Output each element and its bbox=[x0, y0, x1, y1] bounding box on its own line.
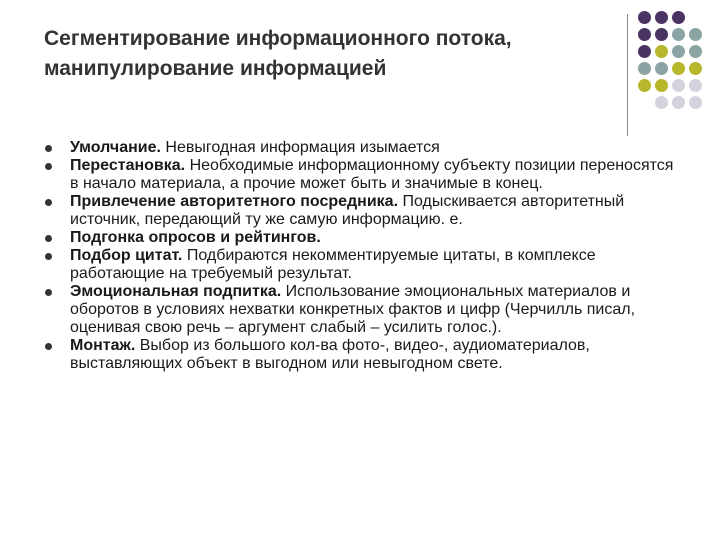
item-term: Умолчание. bbox=[70, 139, 161, 156]
list-item-polls bbox=[44, 229, 674, 247]
list-item-authority bbox=[44, 193, 674, 229]
decorative-dot bbox=[672, 45, 685, 58]
list-item-montage bbox=[44, 337, 674, 373]
decorative-dot bbox=[672, 79, 685, 92]
slide-title-line-1: Сегментирование информационного потока, bbox=[44, 27, 512, 50]
vertical-divider bbox=[627, 14, 628, 136]
decorative-dot bbox=[638, 62, 651, 75]
decorative-dot bbox=[655, 45, 668, 58]
item-term: Подбор цитат. bbox=[70, 247, 183, 264]
slide-title-line-2: манипулирование информацией bbox=[44, 57, 387, 80]
decorative-dot bbox=[689, 79, 702, 92]
item-term: Эмоциональная подпитка. bbox=[70, 283, 282, 300]
decorative-dot bbox=[655, 79, 668, 92]
item-term: Монтаж. bbox=[70, 337, 136, 354]
decorative-dot bbox=[672, 11, 685, 24]
decorative-dot bbox=[672, 62, 685, 75]
decorative-dot bbox=[655, 11, 668, 24]
item-term: Привлечение авторитетного посредника. bbox=[70, 193, 399, 210]
list-item-emotional bbox=[44, 283, 674, 337]
decorative-dot bbox=[689, 96, 702, 109]
technique-list bbox=[44, 139, 674, 373]
item-text: Невыгодная информация изымается bbox=[160, 139, 440, 156]
item-term: Перестановка. bbox=[70, 157, 186, 174]
item-text: Выбор из большого кол-ва фото-, видео-, аудиоматериалов, выставляющих объект в выгодном или невыгодном свете. bbox=[70, 337, 590, 372]
decorative-dot bbox=[638, 11, 651, 24]
decorative-dot bbox=[638, 28, 651, 41]
decorative-dot bbox=[638, 79, 651, 92]
item-text: Необходимые информационному субъекту позиции переносятся в начало материала, а прочие может быть и значимые в конец. bbox=[70, 157, 674, 192]
item-text: Подбираются некомментируемые цитаты, в комплексе работающие на требуемый результат. bbox=[70, 247, 596, 282]
list-item-omission bbox=[44, 139, 674, 157]
decorative-dot bbox=[655, 96, 668, 109]
decorative-dot bbox=[655, 62, 668, 75]
list-item-rearrangement bbox=[44, 157, 674, 193]
decorative-dot bbox=[655, 28, 668, 41]
decorative-dot bbox=[689, 45, 702, 58]
decorative-dot bbox=[672, 96, 685, 109]
list-item-quotes bbox=[44, 247, 674, 283]
decorative-dot bbox=[689, 62, 702, 75]
item-text: Использование эмоциональных материалов и оборотов в условиях нехватки конкретных фактов и цифр (Черчилль писал, оценивая свою речь – аргумент слабый – усилить голос.). bbox=[70, 283, 636, 336]
slide-title bbox=[44, 24, 604, 84]
decorative-dot-grid bbox=[638, 11, 718, 116]
decorative-dot bbox=[672, 28, 685, 41]
item-text: Подыскивается авторитетный источник, передающий ту же самую информацию. е. bbox=[70, 193, 625, 228]
decorative-dot bbox=[689, 28, 702, 41]
item-term: Подгонка опросов и рейтингов. bbox=[70, 229, 321, 246]
decorative-dot bbox=[638, 45, 651, 58]
